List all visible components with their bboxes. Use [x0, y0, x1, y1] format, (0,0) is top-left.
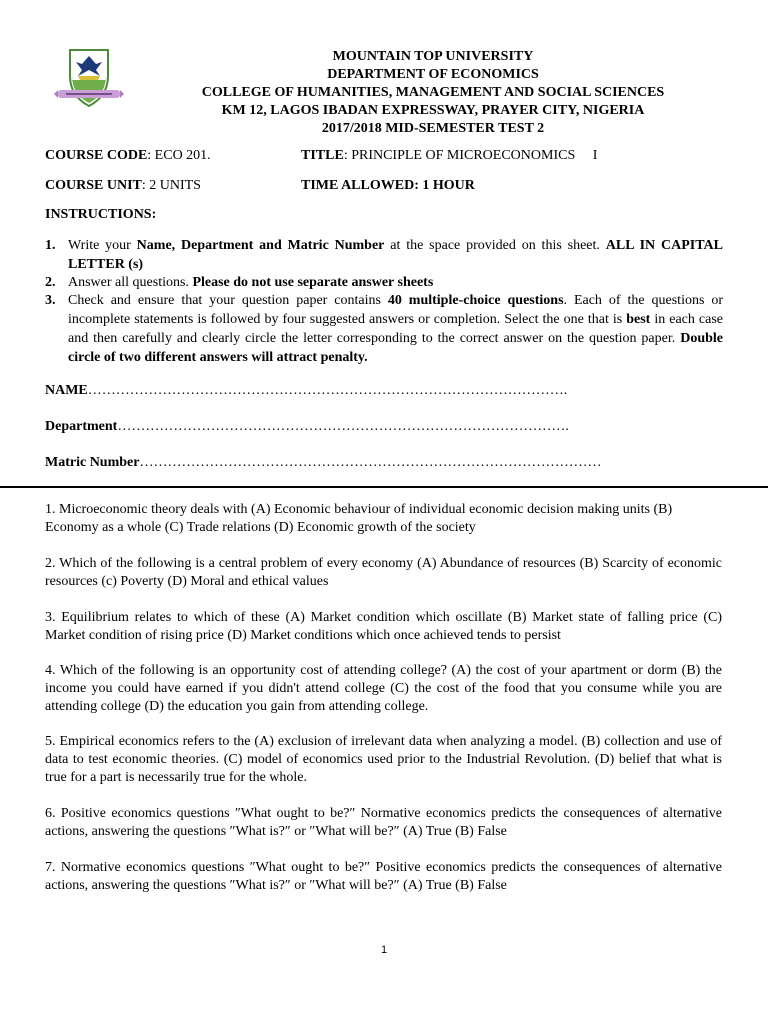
department-dots[interactable]: ……………………………………………………………………………………. — [117, 419, 569, 434]
instruction-bold-text: Double circle of two different answers will attract penalty. — [68, 331, 723, 365]
course-unit-row — [45, 178, 475, 194]
matric-number-label: Matric Number — [45, 455, 140, 470]
instruction-number: 2. — [45, 275, 56, 290]
university-name: MOUNTAIN TOP UNIVERSITY — [332, 49, 534, 64]
instruction-item-2 — [45, 273, 723, 292]
matric-number-field[interactable] — [45, 455, 601, 471]
question-3: 3. Equilibrium relates to which of these (A) Market condition which oscillate (B) Market state of falling price (C) Market condition of rising price (D) Market conditions which once achieved tends to persist — [45, 610, 722, 643]
instruction-text: Check and ensure that your question paper contains — [68, 293, 388, 308]
instruction-number: 3. — [45, 293, 56, 308]
instruction-bold-text: Please do not use separate answer sheets — [192, 275, 434, 290]
university-crest-logo — [52, 46, 126, 112]
instruction-text: Write your — [68, 238, 137, 253]
question-7: 7. Normative economics questions ″What ought to be?″ Positive economics predicts the consequences of alternative actions, answering the questions ″What is?″ or ″What will be?″ (A) True (B) False — [45, 860, 722, 893]
question-6: 6. Positive economics questions ″What ought to be?″ Normative economics predicts the consequences of alternative actions, answering the questions ″What is?″ or ″What will be?″ (A) True (B) False — [45, 806, 722, 839]
page-number: 1 — [380, 944, 388, 956]
test-session: 2017/2018 MID-SEMESTER TEST 2 — [321, 121, 545, 136]
department-name: DEPARTMENT OF ECONOMICS — [327, 67, 539, 82]
department-field[interactable] — [45, 419, 569, 435]
instruction-bold-text: best — [626, 312, 651, 327]
course-code-value: : ECO 201. — [147, 148, 211, 163]
college-name: COLLEGE OF HUMANITIES, MANAGEMENT AND SOCIAL SCIENCES — [201, 85, 665, 100]
time-allowed: TIME ALLOWED: 1 HOUR — [301, 178, 475, 193]
department-label: Department — [45, 419, 118, 434]
document-header — [150, 48, 716, 138]
instruction-text: at the space provided on this sheet. — [384, 238, 606, 253]
instructions-heading: INSTRUCTIONS: — [45, 207, 157, 222]
university-address: KM 12, LAGOS IBADAN EXPRESSWAY, PRAYER CITY, NIGERIA — [221, 103, 645, 118]
instruction-text: in each case and then carefully and clearly circle the letter corresponding to the correct answer on the question paper. — [68, 312, 723, 346]
question-5: 5. Empirical economics refers to the (A) exclusion of irrelevant data when analyzing a model. (B) collection and use of data to test economic theories. (C) model of economics used prior to the Industrial Revolution. (D) belief that what is true for a part is necessarily true for the whole. — [45, 734, 722, 785]
section-divider — [0, 486, 768, 488]
name-field[interactable] — [45, 383, 567, 399]
course-code-row — [45, 148, 598, 164]
course-title-label: TITLE — [301, 148, 344, 163]
instruction-item-1 — [45, 236, 723, 274]
name-label: NAME — [45, 383, 88, 398]
course-title-value: : PRINCIPLE OF MICROECONOMICS I — [343, 148, 598, 163]
instruction-text: . Each of the questions or incomplete statements is followed by four suggested answers or completion. Select the one that is — [68, 293, 723, 327]
instruction-bold-text: ALL IN CAPITAL LETTER (s) — [68, 238, 723, 272]
question-4: 4. Which of the following is an opportunity cost of attending college? (A) the cost of your apartment or dorm (B) the income you could have earned if you didn't attend college (C) the cost of the food that you consume while you are attending college (D) the education you gain from attending college. — [45, 663, 722, 714]
matric-number-dots[interactable]: ……………………………………………………………………………………… — [139, 455, 602, 470]
question-1: 1. Microeconomic theory deals with (A) Economic behaviour of individual economic decision making units (B) Economy as a whole (C) Trade relations (D) Economic growth of the society — [45, 502, 673, 535]
course-code-label: COURSE CODE — [45, 148, 148, 163]
course-unit-label: COURSE UNIT — [45, 178, 142, 193]
instruction-item-3 — [45, 291, 723, 367]
instruction-bold-text: Name, Department and Matric Number — [136, 238, 385, 253]
instruction-bold-text: 40 multiple-choice questions — [387, 293, 564, 308]
course-unit-value: : 2 UNITS — [141, 178, 201, 193]
name-dots[interactable]: …………………………………………………………………………………………. — [87, 383, 568, 398]
instruction-text: Answer all questions. — [68, 275, 193, 290]
question-2: 2. Which of the following is a central problem of every economy (A) Abundance of resources (B) Scarcity of economic resources (c) Poverty (D) Moral and ethical values — [45, 556, 722, 589]
instruction-number: 1. — [45, 238, 56, 253]
